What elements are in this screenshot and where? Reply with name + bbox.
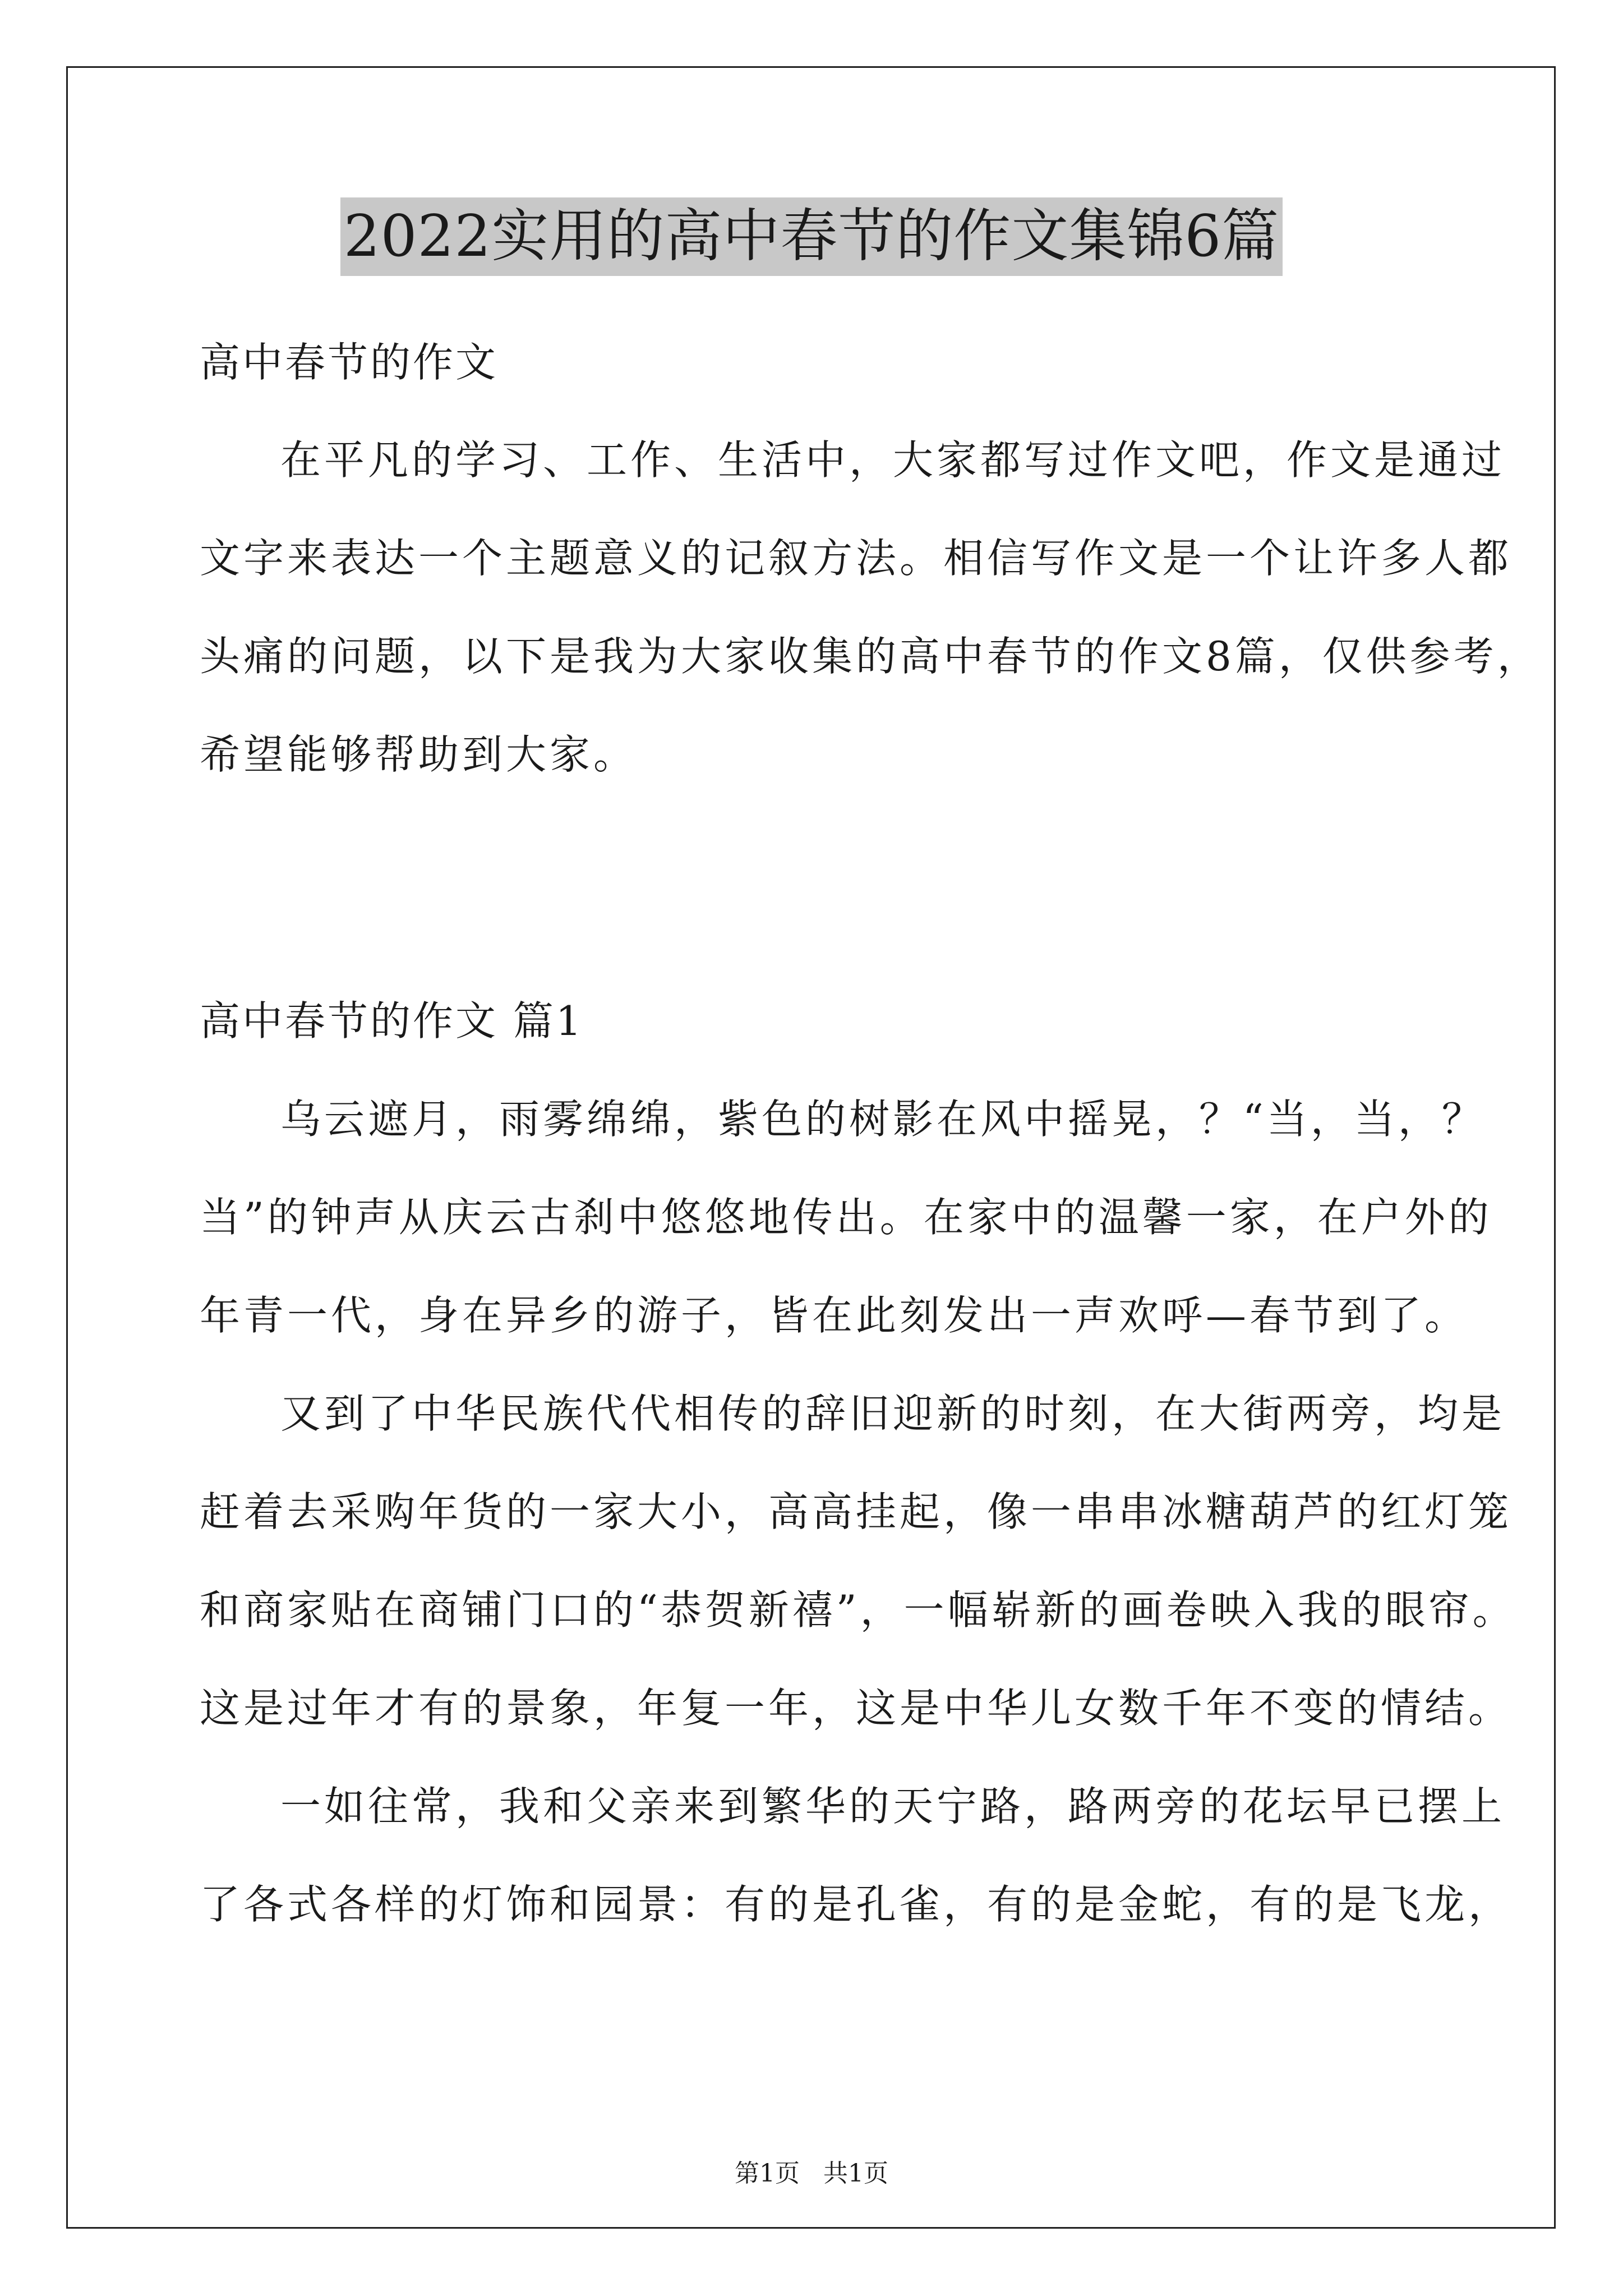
section-heading: 高中春节的作文 xyxy=(200,339,499,386)
essay-paragraph-line: 又到了中华民族代代相传的辞旧迎新的时刻，在大街两旁，均是 xyxy=(280,1390,1506,1437)
essay-paragraph-line: 一如往常，我和父亲来到繁华的天宁路，路两旁的花坛早已摆上 xyxy=(280,1783,1506,1830)
intro-paragraph-line: 头痛的问题，以下是我为大家收集的高中春节的作文8篇，仅供参考， xyxy=(200,633,1541,680)
page-number-footer: 第1页 共1页 xyxy=(735,2159,888,2188)
essay-paragraph-line: 当”的钟声从庆云古刹中悠悠地传出。在家中的温馨一家，在户外的 xyxy=(200,1194,1492,1241)
essay-paragraph-line: 乌云遮月，雨雾绵绵，紫色的树影在风中摇晃，？“当，当，？ xyxy=(280,1096,1486,1143)
intro-paragraph-line: 文字来表达一个主题意义的记叙方法。相信写作文是一个让许多人都 xyxy=(200,535,1513,582)
essay-paragraph-line: 年青一代，身在异乡的游子，皆在此刻发出一声欢呼—春节到了。 xyxy=(200,1292,1469,1339)
document-title xyxy=(0,197,1623,276)
intro-paragraph-line: 在平凡的学习、工作、生活中，大家都写过作文吧，作文是通过 xyxy=(280,436,1506,484)
essay-paragraph-line: 这是过年才有的景象，年复一年，这是中华儿女数千年不变的情结。 xyxy=(200,1685,1513,1732)
intro-paragraph-line: 希望能够帮助到大家。 xyxy=(200,731,638,778)
document-title-text: 2022实用的高中春节的作文集锦6篇 xyxy=(340,197,1283,276)
essay-paragraph-line: 和商家贴在商铺门口的“恭贺新禧”，一幅崭新的画卷映入我的眼帘。 xyxy=(200,1586,1516,1634)
essay-paragraph-line: 赶着去采购年货的一家大小，高高挂起，像一串串冰糖葫芦的红灯笼 xyxy=(200,1488,1513,1535)
essay-heading: 高中春节的作文 篇1 xyxy=(200,997,584,1045)
essay-paragraph-line: 了各式各样的灯饰和园景：有的是孔雀，有的是金蛇，有的是飞龙， xyxy=(200,1881,1513,1928)
